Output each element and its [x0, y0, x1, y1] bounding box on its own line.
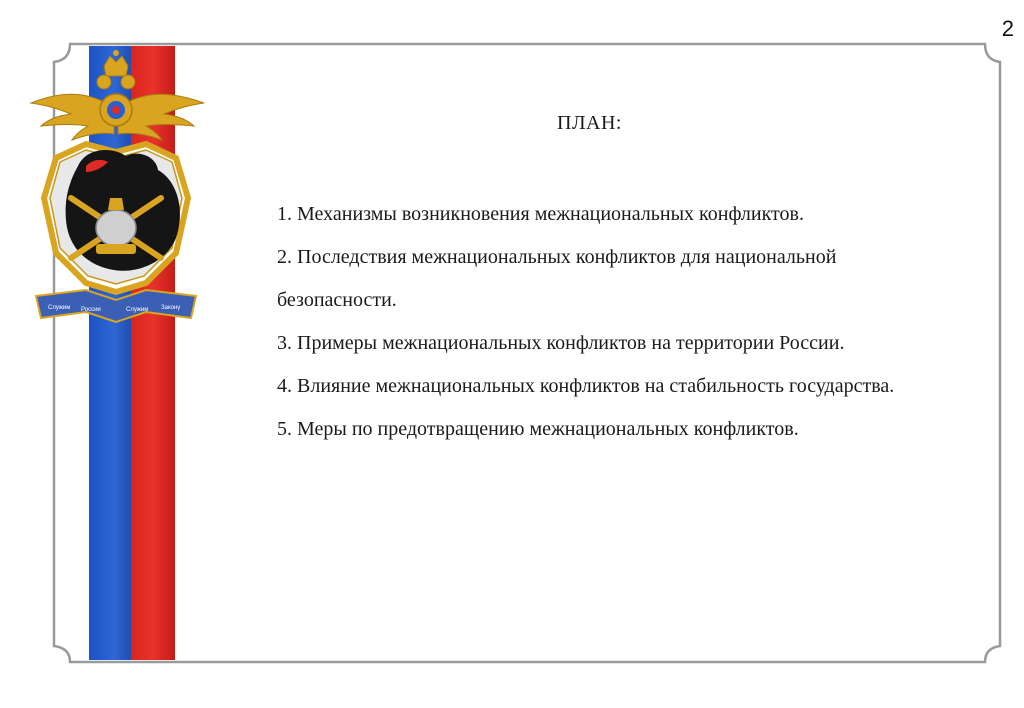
slide-content	[277, 112, 937, 451]
police-emblem-icon	[26, 48, 206, 338]
helmet-icon	[96, 210, 136, 246]
page-number: 2	[1001, 16, 1014, 41]
crown-icon	[104, 56, 128, 76]
plan-list	[277, 193, 937, 451]
ribbon-word-3: Служим	[126, 307, 149, 313]
ribbon-word-2: России	[81, 307, 101, 313]
plan-item-2: 2. Последствия межнациональных конфликтов для национальной безопасности.	[277, 246, 837, 311]
ribbon-word-4: Закону	[161, 305, 181, 311]
plan-item-1: 1. Механизмы возникновения межнациональных конфликтов.	[277, 203, 804, 225]
ribbon-word-1: Служим	[48, 305, 71, 311]
plan-title: ПЛАН:	[557, 112, 622, 134]
plan-item-5: 5. Меры по предотвращению межнациональных конфликтов.	[277, 418, 799, 440]
plan-item-3: 3. Примеры межнациональных конфликтов на территории России.	[277, 332, 845, 354]
plan-item-4: 4. Влияние межнациональных конфликтов на стабильность государства.	[277, 375, 895, 397]
